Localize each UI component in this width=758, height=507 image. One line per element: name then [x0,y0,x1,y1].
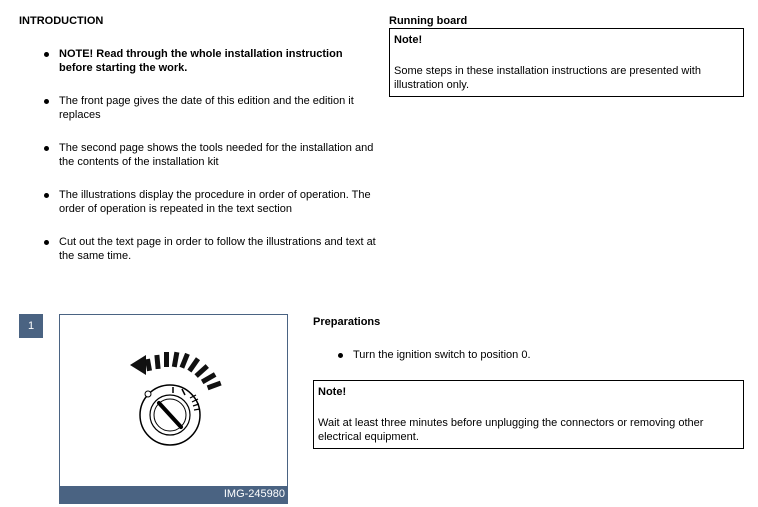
introduction-list [19,47,379,282]
list-item: The second page shows the tools needed for the installation and the contents of the installation kit [19,141,379,169]
step-illustration [59,314,288,504]
introduction-heading: INTRODUCTION [19,15,104,27]
list-item: Cut out the text page in order to follow the illustrations and text at the same time. [19,235,379,263]
list-item: Turn the ignition switch to position 0. [313,348,733,362]
step-heading: Preparations [313,316,381,328]
arrow-head-icon [130,355,146,375]
list-item: The front page gives the date of this edition and the edition it replaces [19,94,379,122]
running-board-heading: Running board [389,15,468,27]
image-caption: IMG-245980 [60,486,287,503]
note-text: Wait at least three minutes before unplugging the connectors or removing other electrical equipment. [318,417,704,443]
ignition-switch-illustration [60,315,287,485]
step-number-badge: 1 [19,314,43,338]
step-list [313,348,733,362]
list-item: NOTE! Read through the whole installation instruction before starting the work. [19,47,379,75]
note-title: Note! [318,386,347,398]
note-text: Some steps in these installation instructions are presented with illustration only. [394,65,701,91]
step-note-box [313,380,744,449]
list-item: The illustrations display the procedure in order of operation. The order of operation is repeated in the text section [19,188,379,216]
running-board-note-box [389,28,744,97]
note-title: Note! [394,34,423,46]
